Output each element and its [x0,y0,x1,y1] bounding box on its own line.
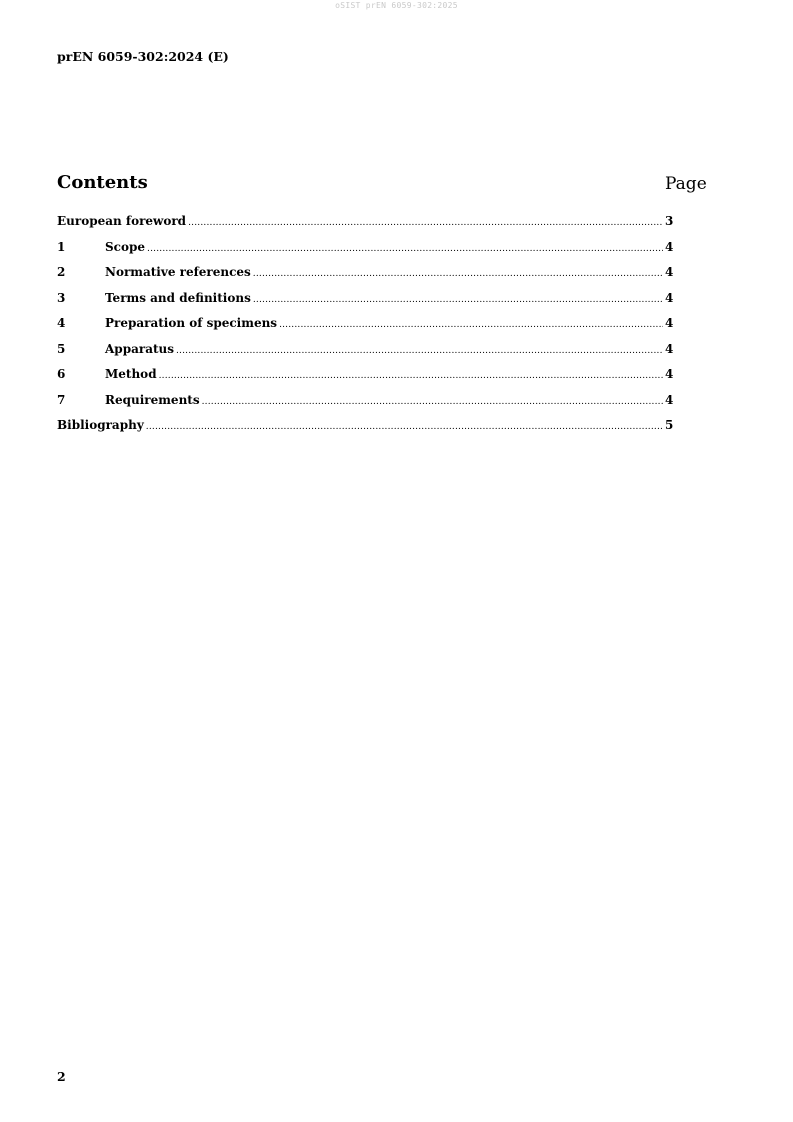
watermark: oSIST prEN 6059-302:2025 [335,1,458,10]
toc-entry-page: 4 [665,239,674,254]
toc-entry-title: Requirements [105,392,200,407]
toc-entry-european-foreword[interactable] [57,214,673,240]
toc-entry-page: 5 [665,418,674,432]
toc-entry-number: 2 [57,265,66,279]
toc-entry-number: 7 [57,392,66,407]
toc-entry-requirements[interactable] [57,393,673,419]
toc-entry-number: 4 [57,316,66,330]
toc-entry-page: 4 [665,290,674,305]
toc-entry-page: 4 [665,367,674,381]
toc-entry-number: 5 [57,341,66,356]
toc-entry-apparatus[interactable] [57,342,673,368]
toc-entry-title: European foreword [57,214,187,228]
toc-entry-title: Preparation of specimens [105,316,278,330]
toc-entry-page: 3 [665,214,674,228]
toc-dot-leader [279,320,663,330]
toc-dot-leader [202,397,663,407]
toc-dot-leader [253,269,663,279]
toc-entry-preparation-of-specimens[interactable] [57,316,673,342]
toc-entry-number: 1 [57,239,66,254]
toc-dot-leader [159,371,663,381]
toc-entry-bibliography[interactable] [57,418,673,444]
toc-entry-scope[interactable] [57,240,673,266]
toc-entry-page: 4 [665,341,674,356]
toc-dot-leader [147,244,663,254]
page-number: 2 [57,1069,66,1084]
toc-entry-title: Normative references [105,265,251,279]
toc-entry-terms-and-definitions[interactable] [57,291,673,317]
toc-entry-number: 3 [57,290,66,305]
toc-entry-title: Scope [105,239,146,254]
toc-entry-page: 4 [665,392,674,407]
toc-entry-title: Method [105,367,157,381]
document-id: prEN 6059-302:2024 (E) [57,49,229,64]
toc-entry-page: 4 [665,265,674,279]
contents-heading: Contents [57,172,148,193]
toc-entry-page: 4 [665,316,674,330]
toc-entry-normative-references[interactable] [57,265,673,291]
toc-dot-leader [188,218,663,228]
table-of-contents [57,214,673,444]
toc-entry-title: Bibliography [57,418,144,432]
toc-dot-leader [253,295,663,305]
toc-entry-method[interactable] [57,367,673,393]
toc-entry-title: Apparatus [105,341,174,356]
toc-entry-title: Terms and definitions [105,290,251,305]
toc-entry-number: 6 [57,367,66,381]
toc-dot-leader [146,422,663,432]
toc-dot-leader [176,346,663,356]
page-column-heading: Page [665,174,707,194]
